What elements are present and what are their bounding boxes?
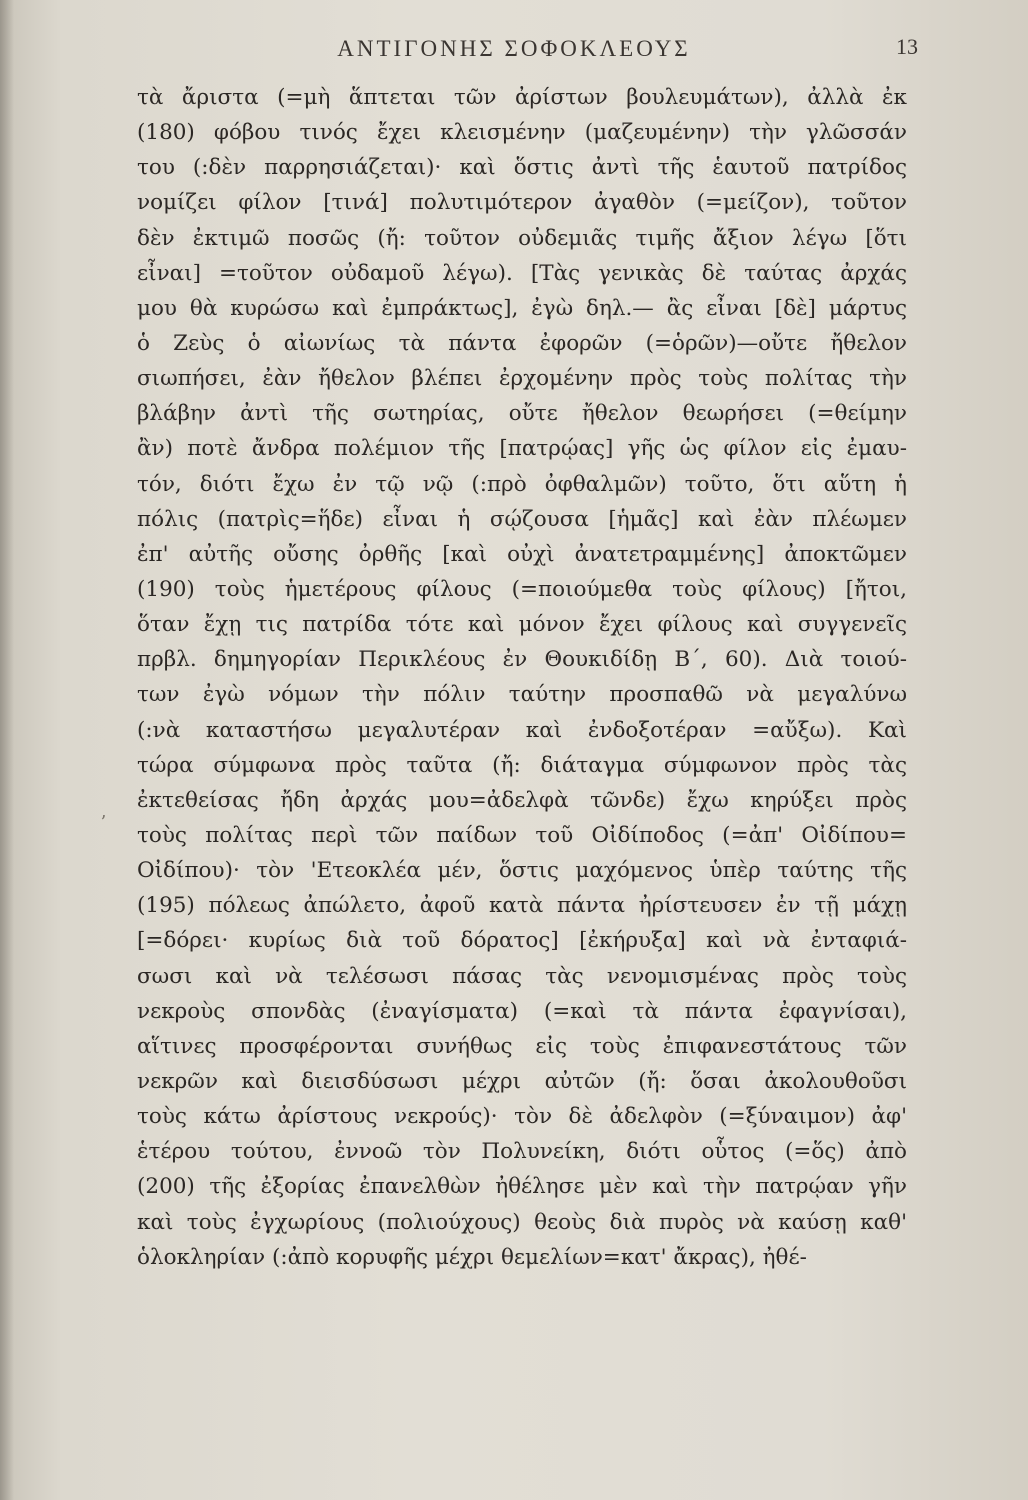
text-line: σιωπήσει, ἐὰν ἤθελον βλέπει ἐρχομένην πρὸς τοὺς πολίτας τὴν xyxy=(137,366,907,392)
text-line: τόν, διότι ἔχω ἐν τῷ νῷ (:πρὸ ὀφθαλμῶν) τοῦτο, ὅτι αὕτη ἡ xyxy=(137,471,907,497)
text-line: (:νὰ καταστήσω μεγαλυτέραν καὶ ἐνδοξοτέραν =αὔξω). Καὶ xyxy=(137,717,907,743)
text-line: (190) τοὺς ἡμετέρους φίλους (=ποιούμεθα τοὺς φίλους) [ἤτοι, xyxy=(137,576,907,602)
text-line: αἵτινες προσφέρονται συνήθως εἰς τοὺς ἐπιφανεστάτους τῶν xyxy=(137,1033,907,1059)
text-line: τοὺς κάτω ἀρίστους νεκρούς)· τὸν δὲ ἀδελφὸν (=ξύναιμον) ἀφ' xyxy=(137,1104,907,1130)
text-line: νεκροὺς σπονδὰς (ἐναγίσματα) (=καὶ τὰ πάντα ἐφαγνίσαι), xyxy=(137,998,907,1024)
page-number: 13 xyxy=(896,34,918,59)
text-line: τοὺς πολίτας περὶ τῶν παίδων τοῦ Οἰδίποδος (=ἀπ' Οἰδίπου= xyxy=(137,822,907,848)
text-line: καὶ τοὺς ἐγχωρίους (πολιούχους) θεοὺς διὰ πυρὸς νὰ καύσῃ καθ' xyxy=(137,1209,907,1235)
running-header: ΑΝΤΙΓΟΝΗΣ ΣΟΦΟΚΛΕΟΥΣ xyxy=(337,36,691,61)
text-line: μου θὰ κυρώσω καὶ ἐμπράκτως], ἐγὼ δηλ.— ἂς εἶναι [δὲ] μάρτυς xyxy=(137,295,907,321)
text-line: Οἰδίπου)· τὸν 'Ετεοκλέα μέν, ὅστις μαχόμενος ὑπὲρ ταύτης τῆς xyxy=(137,858,907,884)
text-line: τώρα σύμφωνα πρὸς ταῦτα (ἤ: διάταγμα σύμφωνον πρὸς τὰς xyxy=(137,752,907,778)
text-line: βλάβην ἀντὶ τῆς σωτηρίας, οὔτε ἤθελον θεωρήσει (=θείμην xyxy=(137,401,907,427)
body-text xyxy=(137,80,907,1275)
binding-shadow xyxy=(0,0,14,1500)
text-line: ὁλοκληρίαν (:ἀπὸ κορυφῆς μέχρι θεμελίων=κατ' ἄκρας), ἠθέ- xyxy=(137,1244,807,1270)
text-line: [=δόρει· κυρίως διὰ τοῦ δόρατος] [ἐκήρυξα] καὶ νὰ ἐνταφιά- xyxy=(137,928,907,954)
text-line: σωσι καὶ νὰ τελέσωσι πάσας τὰς νενομισμένας πρὸς τοὺς xyxy=(137,963,907,989)
text-line: (200) τῆς ἐξορίας ἐπανελθὼν ἠθέλησε μὲν καὶ τὴν πατρῴαν γῆν xyxy=(137,1174,907,1200)
text-line: ἑτέρου τούτου, ἐννοῶ τὸν Πολυνείκη, διότι οὗτος (=ὅς) ἀπὸ xyxy=(137,1139,907,1165)
text-line: νεκρῶν καὶ διεισδύσωσι μέχρι αὐτῶν (ἤ: ὅσαι ἀκολουθοῦσι xyxy=(137,1068,907,1094)
text-line: τὰ ἄριστα (=μὴ ἅπτεται τῶν ἀρίστων βουλευμάτων), ἀλλὰ ἐκ xyxy=(137,85,907,110)
text-line: του (:δὲν παρρησιάζεται)· καὶ ὅστις ἀντὶ τῆς ἑαυτοῦ πατρίδος xyxy=(137,155,907,181)
text-line: δὲν ἐκτιμῶ ποσῶς (ἤ: τοῦτον οὐδεμιᾶς τιμῆς ἄξιον λέγω [ὅτι xyxy=(137,225,907,251)
text-line: εἶναι] =τοῦτον οὐδαμοῦ λέγω). [Τὰς γενικὰς δὲ ταύτας ἀρχάς xyxy=(137,260,907,286)
text-line: (195) πόλεως ἀπώλετο, ἀφοῦ κατὰ πάντα ἠρίστευσεν ἐν τῇ μάχῃ xyxy=(137,893,907,919)
text-line: ὁ Ζεὺς ὁ αἰωνίως τὰ πάντα ἐφορῶν (=ὁρῶν)—οὔτε ἤθελον xyxy=(137,330,907,356)
text-line: των ἐγὼ νόμων τὴν πόλιν ταύτην προσπαθῶ νὰ μεγαλύνω xyxy=(137,682,907,708)
text-line: πόλις (πατρὶς=ἥδε) εἶναι ἡ σῴζουσα [ἡμᾶς] καὶ ἐὰν πλέωμεν xyxy=(137,506,907,532)
text-line: ἐκτεθείσας ἤδη ἀρχάς μου=ἀδελφὰ τῶνδε) ἔχω κηρύξει πρὸς xyxy=(137,787,907,813)
text-line: ἐπ' αὐτῆς οὔσης ὀρθῆς [καὶ οὐχὶ ἀνατετραμμένης] ἀποκτῶμεν xyxy=(137,541,907,567)
margin-mark: ʼ xyxy=(100,812,106,833)
text-line: ἂν) ποτὲ ἄνδρα πολέμιον τῆς [πατρῴας] γῆς ὡς φίλον εἰς ἐμαυ- xyxy=(137,436,907,462)
text-line: πρβλ. δημηγορίαν Περικλέους ἐν Θουκιδίδῃ Β΄, 60). Διὰ τοιού- xyxy=(137,647,907,673)
text-line: νομίζει φίλον [τινά] πολυτιμότερον ἀγαθὸν (=μείζον), τοῦτον xyxy=(137,190,907,216)
text-line: ὅταν ἔχῃ τις πατρίδα τότε καὶ μόνον ἔχει φίλους καὶ συγγενεῖς xyxy=(137,612,907,638)
text-line: (180) φόβου τινός ἔχει κλεισμένην (μαζευμένην) τὴν γλῶσσάν xyxy=(137,120,907,146)
